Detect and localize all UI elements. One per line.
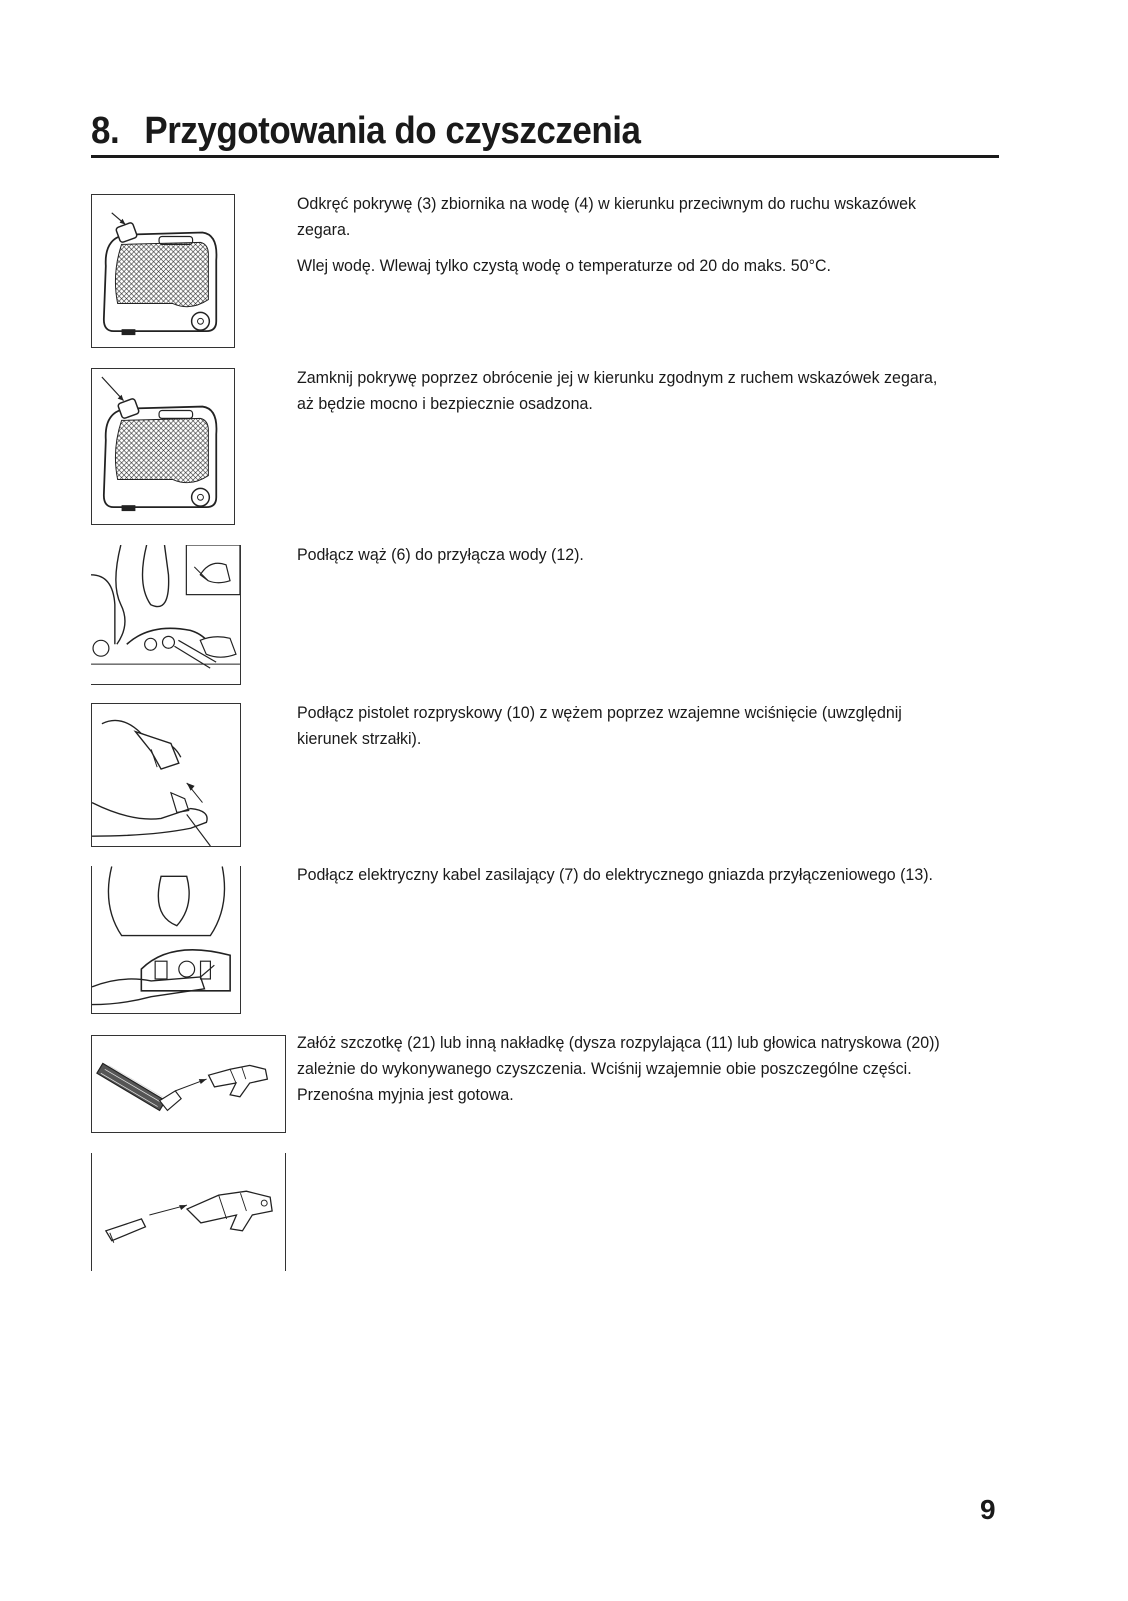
step-3-text (297, 542, 955, 578)
page-number: 9 (980, 1494, 996, 1525)
step-3-paragraph-1: Podłącz wąż (6) do przyłącza wody (12). (297, 545, 584, 564)
section-title: Przygotowania do czyszczenia (144, 110, 641, 152)
figure-connect-power-cable (91, 866, 241, 1014)
figure-attach-nozzle (91, 1153, 286, 1271)
step-1-text (297, 191, 955, 289)
figure-connect-spray-gun (91, 703, 241, 847)
step-6-paragraph-1: Załóż szczotkę (21) lub inną nakładkę (dysza rozpylająca (11) lub głowica natryskowa (20)) zależnie do wykonywanego czyszczenia. Wciśnij wzajemnie obie poszczególne części. Przenośna myjnia jest gotowa. (297, 1033, 940, 1104)
figure-attach-brush (91, 1035, 286, 1133)
figure-connect-hose (91, 545, 241, 685)
step-5-paragraph-1: Podłącz elektryczny kabel zasilający (7) do elektrycznego gniazda przyłączeniowego (13). (297, 865, 933, 884)
section-heading (91, 108, 999, 158)
step-2-text (297, 365, 955, 427)
step-2-paragraph-1: Zamknij pokrywę poprzez obrócenie jej w kierunku zgodnym z ruchem wskazówek zegara, aż będzie mocno i bezpiecznie osadzona. (297, 368, 938, 413)
section-number: 8. (91, 110, 120, 152)
step-5-text (297, 862, 955, 898)
step-1-paragraph-2: Wlej wodę. Wlewaj tylko czystą wodę o temperaturze od 20 do maks. 50°C. (297, 256, 831, 275)
step-4-paragraph-1: Podłącz pistolet rozpryskowy (10) z wężem poprzez wzajemne wciśnięcie (uwzględnij kierunek strzałki). (297, 703, 902, 748)
page-title (91, 108, 926, 154)
figure-open-cap (91, 194, 235, 348)
step-6-text (297, 1030, 955, 1118)
step-1-paragraph-1: Odkręć pokrywę (3) zbiornika na wodę (4) w kierunku przeciwnym do ruchu wskazówek zegara. (297, 194, 917, 239)
step-4-text (297, 700, 955, 762)
figure-close-cap (91, 368, 235, 525)
